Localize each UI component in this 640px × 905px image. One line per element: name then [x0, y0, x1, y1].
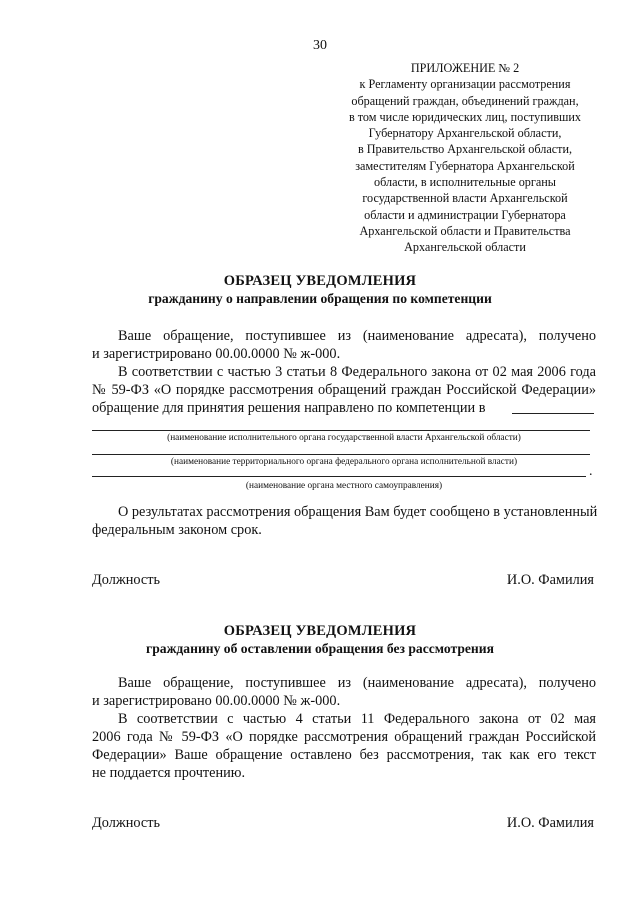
sample2-paragraph2-line: В соответствии с частью 4 статьи 11 Федерального закона от 02 мая: [118, 711, 596, 727]
sample2-paragraph2-line: Федерации» Ваше обращение оставлено без рассмотрения, так как его текст: [92, 747, 596, 763]
appendix-line: ПРИЛОЖЕНИЕ № 2: [410, 61, 520, 75]
appendix-line: в Правительство Архангельской области,: [357, 142, 573, 157]
end-dot: .: [589, 464, 593, 479]
appendix-line: области, в исполнительные органы: [374, 175, 556, 190]
name-label: И.О. Фамилия: [506, 572, 594, 588]
sample2-heading: [0, 622, 640, 658]
sample1-title: ОБРАЗЕЦ УВЕДОМЛЕНИЯ: [223, 273, 417, 289]
sample2-paragraph1-line: и зарегистрировано 00.00.0000 № ж-000.: [92, 693, 341, 709]
field-caption: (наименование исполнительного органа государственной власти Архангельской области): [167, 433, 521, 443]
appendix-line: в том числе юридических лиц, поступивших: [348, 109, 582, 124]
appendix-line: Архангельской области и Правительства: [359, 223, 571, 238]
field-caption: (наименование территориального органа федерального органа исполнительной власти): [170, 457, 518, 467]
appendix-line: Архангельской области: [404, 240, 526, 255]
sample1-paragraph2-line: обращение для принятия решения направлено по компетенции в: [92, 400, 486, 416]
sample2-paragraph1-line: Ваше обращение, поступившее из (наименование адресата), получено: [118, 675, 596, 691]
sample1-paragraph3-line: федеральным законом срок.: [92, 522, 262, 538]
blank-line: [512, 413, 594, 414]
sample1-paragraph2-line: В соответствии с частью 3 статьи 8 Федерального закона от 02 мая 2006 года: [118, 364, 596, 380]
appendix-line: Губернатору Архангельской области,: [368, 126, 562, 141]
sample2-paragraph2-line: не поддается прочтению.: [92, 765, 246, 781]
page-number: 30: [313, 38, 327, 53]
sample1-paragraph3-line: О результатах рассмотрения обращения Вам будет сообщено в установленный: [118, 504, 598, 520]
sample1-subtitle: гражданину о направлении обращения по компетенции: [148, 291, 492, 306]
blank-line: [92, 430, 590, 431]
sample2-title: ОБРАЗЕЦ УВЕДОМЛЕНИЯ: [223, 623, 417, 639]
appendix-line: государственной власти Архангельской: [362, 191, 568, 206]
blank-line: [92, 476, 586, 477]
sample2-subtitle: гражданину об оставлении обращения без рассмотрения: [146, 641, 494, 656]
position-label: Должность: [92, 572, 160, 588]
sample1-paragraph2-line: № 59-ФЗ «О порядке рассмотрения обращений граждан Российской Федерации»: [92, 382, 596, 398]
appendix-header: [330, 60, 600, 256]
sample1-heading: [0, 272, 640, 308]
appendix-line: к Регламенту организации рассмотрения: [359, 77, 571, 92]
sample1-paragraph1-line: Ваше обращение, поступившее из (наименование адресата), получено: [118, 328, 596, 344]
sample2-paragraph2-line: 2006 года № 59-ФЗ «О порядке рассмотрения обращений граждан Российской: [92, 729, 596, 745]
name-label: И.О. Фамилия: [506, 815, 594, 831]
blank-line: [92, 454, 590, 455]
position-label: Должность: [92, 815, 160, 831]
appendix-line: области и администрации Губернатора: [364, 207, 566, 222]
appendix-line: заместителям Губернатора Архангельской: [355, 158, 575, 173]
sample1-paragraph1-line: и зарегистрировано 00.00.0000 № ж-000.: [92, 346, 341, 362]
field-caption: (наименование органа местного самоуправления): [245, 481, 443, 491]
appendix-line: обращений граждан, объединений граждан,: [351, 93, 579, 108]
